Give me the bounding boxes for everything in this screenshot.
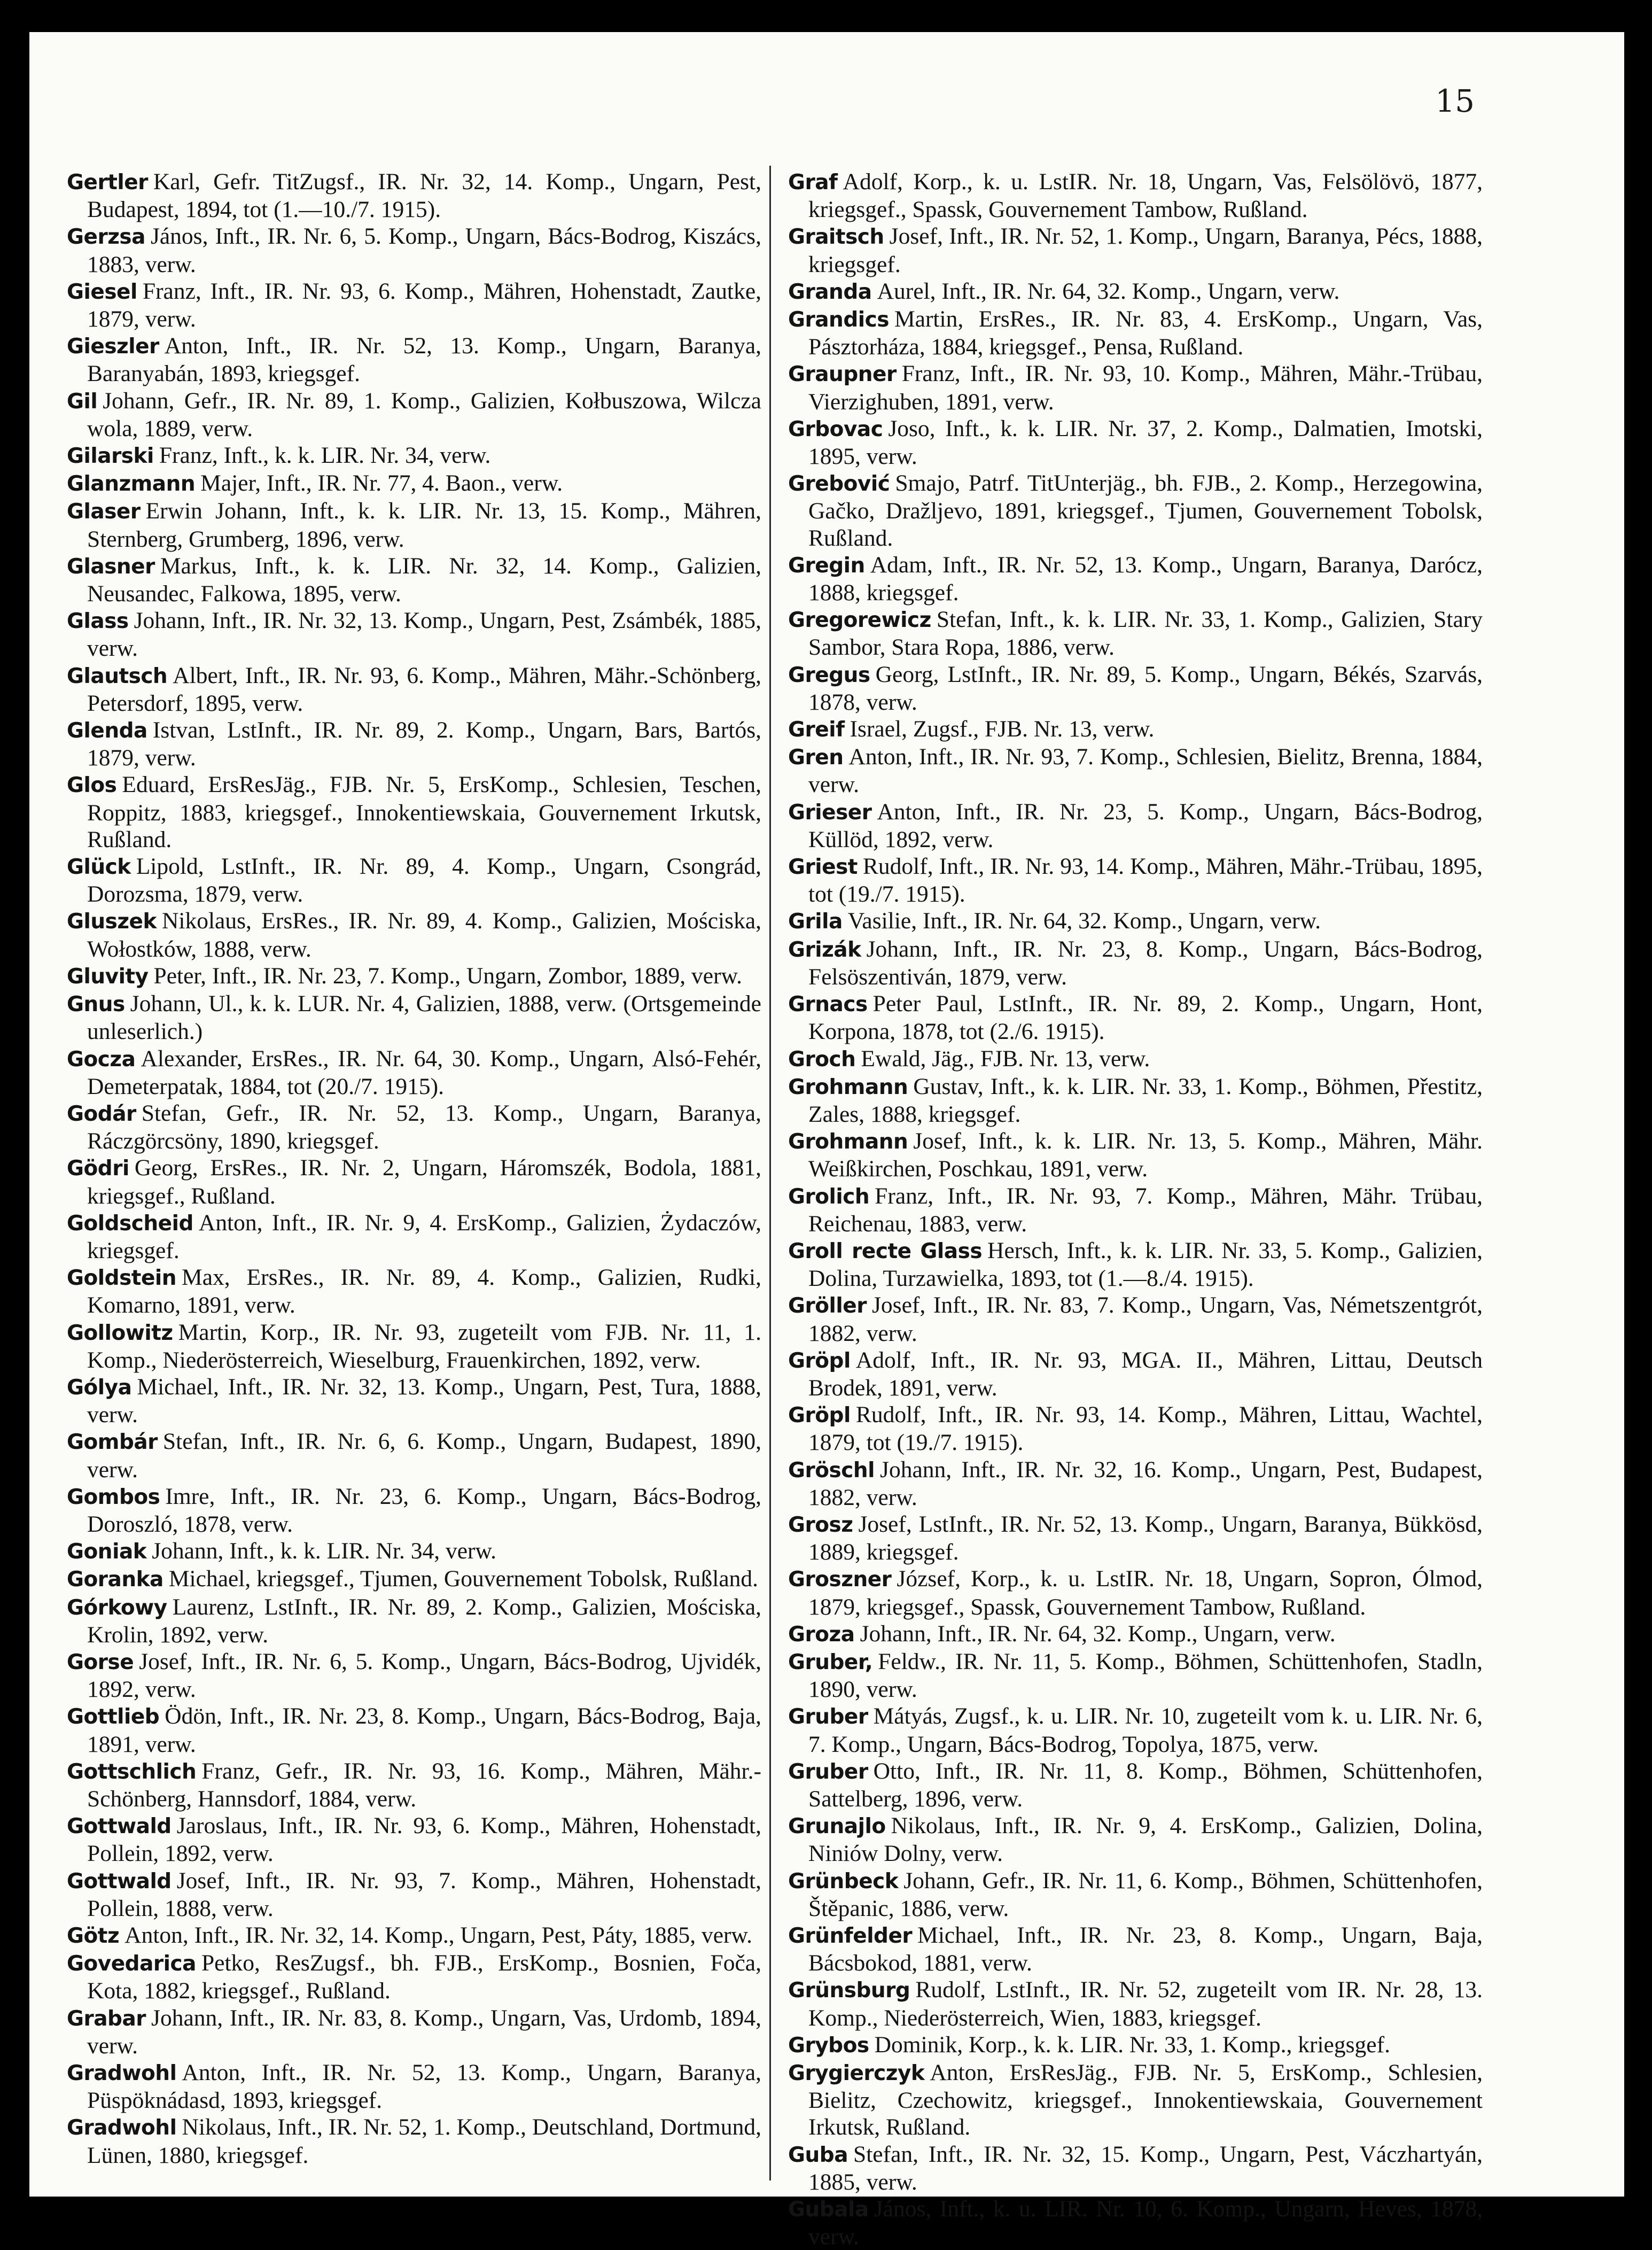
entry-details: Michael, kriegsgef., Tjumen, Gouvernement Tobolsk, Rußland. xyxy=(168,1566,759,1592)
entry-surname: Gieszler xyxy=(67,335,159,359)
entry-details: Josef, Inft., IR. Nr. 93, 7. Komp., Mähren, Hohenstadt, Pollein, 1888, verw. xyxy=(87,1867,761,1921)
entry-details: Georg, LstInft., IR. Nr. 89, 5. Komp., Ungarn, Békés, Szarvás, 1878, verw. xyxy=(808,661,1483,715)
register-entry xyxy=(788,1401,1483,1456)
register-entry xyxy=(788,1347,1483,1401)
register-entry xyxy=(788,1073,1483,1128)
register-entry xyxy=(788,661,1483,716)
right-column xyxy=(788,168,1483,2250)
entry-surname: Groszner xyxy=(788,1568,892,1592)
entry-surname: Glanzmann xyxy=(67,472,196,496)
entry-details: Rudolf, LstInft., IR. Nr. 52, zugeteilt vom IR. Nr. 28, 13. Komp., Niederösterreich, Wien, 1883, kriegsgef. xyxy=(808,1977,1483,2031)
entry-surname: Groza xyxy=(788,1622,855,1647)
entry-details: Nikolaus, ErsRes., IR. Nr. 89, 4. Komp., Galizien, Mościska, Wołostków, 1888, verw. xyxy=(87,908,761,962)
entry-surname: Gruber xyxy=(788,1759,868,1784)
entry-surname: Gollowitz xyxy=(67,1321,173,1345)
entry-surname: Glenda xyxy=(67,719,147,743)
entry-details: Franz, Inft., k. k. LIR. Nr. 34, verw. xyxy=(159,443,491,469)
register-entry xyxy=(67,1154,761,1209)
entry-surname: Gocza xyxy=(67,1047,136,1072)
entry-surname: Gröpl xyxy=(788,1403,851,1428)
entry-surname: Gruber, xyxy=(788,1650,873,1674)
entry-details: Stefan, Inft., k. k. LIR. Nr. 33, 1. Komp., Galizien, Stary Sambor, Stara Ropa, 1886, verw. xyxy=(808,607,1483,661)
entry-surname: Gil xyxy=(67,389,98,414)
entry-surname: Grygierczyk xyxy=(788,2061,925,2086)
register-entry xyxy=(788,907,1483,935)
entry-details: Aurel, Inft., IR. Nr. 64, 32. Komp., Ungarn, verw. xyxy=(877,278,1340,304)
register-entry xyxy=(788,1511,1483,1565)
entry-details: Franz, Inft., IR. Nr. 93, 6. Komp., Mähren, Hohenstadt, Zautke, 1879, verw. xyxy=(87,278,761,332)
entry-surname: Grünsburg xyxy=(788,1979,910,2003)
register-entry xyxy=(67,1538,761,1565)
entry-surname: Graupner xyxy=(788,362,897,387)
entry-details: Johann, Inft., IR. Nr. 32, 13. Komp., Ungarn, Pest, Zsámbék, 1885, verw. xyxy=(87,608,761,662)
register-entry xyxy=(67,1483,761,1538)
entry-surname: Gren xyxy=(788,746,844,770)
entry-details: Anton, Inft., IR. Nr. 9, 4. ErsKomp., Galizien, Żydaczów, kriegsgef. xyxy=(87,1209,761,1263)
register-entry xyxy=(788,278,1483,306)
register-entry xyxy=(67,1703,761,1757)
entry-details: Johann, Inft., k. k. LIR. Nr. 34, verw. xyxy=(152,1538,496,1564)
document-page xyxy=(29,32,1624,2250)
entry-details: Johann, Inft., IR. Nr. 23, 8. Komp., Ungarn, Bács-Bodrog, Felsöszentiván, 1879, verw. xyxy=(808,936,1483,990)
entry-details: Georg, ErsRes., IR. Nr. 2, Ungarn, Háromszék, Bodola, 1881, kriegsgef., Rußland. xyxy=(87,1155,761,1209)
register-entry xyxy=(788,1758,1483,1812)
entry-details: Otto, Inft., IR. Nr. 11, 8. Komp., Böhmen, Schüttenhofen, Sattelberg, 1896, verw. xyxy=(808,1758,1483,1812)
register-entry xyxy=(788,2059,1483,2141)
entry-surname: Gnus xyxy=(67,992,125,1017)
entry-details: Max, ErsRes., IR. Nr. 89, 4. Komp., Galizien, Rudki, Komarno, 1891, verw. xyxy=(87,1264,761,1318)
entry-surname: Grünfelder xyxy=(788,1924,913,1948)
entry-details: Joso, Inft., k. k. LIR. Nr. 37, 2. Komp., Dalmatien, Imotski, 1895, verw. xyxy=(808,415,1483,470)
entry-surname: Grohmann xyxy=(788,1075,908,1099)
entry-details: Josef, Inft., IR. Nr. 6, 5. Komp., Ungarn, Bács-Bodrog, Ujvidék, 1892, verw. xyxy=(87,1648,761,1703)
entry-surname: Grnacs xyxy=(788,992,868,1017)
register-entry xyxy=(67,717,761,771)
entry-details: Vasilie, Inft., IR. Nr. 64, 32. Komp., Ungarn, verw. xyxy=(847,908,1321,934)
register-entry xyxy=(67,1565,761,1593)
entry-surname: Gombár xyxy=(67,1430,158,1455)
entry-surname: Grila xyxy=(788,910,843,934)
register-entry xyxy=(788,798,1483,853)
entry-details: Dominik, Korp., k. k. LIR. Nr. 33, 1. Komp., kriegsgef. xyxy=(874,2031,1390,2058)
entry-surname: Gradwohl xyxy=(67,2116,177,2140)
entry-surname: Gruber xyxy=(788,1705,868,1729)
register-entry xyxy=(67,168,761,223)
entry-surname: Groll recte Glass xyxy=(788,1239,983,1263)
page-number: 15 xyxy=(1435,83,1475,119)
register-entry xyxy=(67,1950,761,2004)
entry-surname: Goldscheid xyxy=(67,1211,193,1236)
entry-details: János, Inft., k. u. LIR. Nr. 10, 6. Komp., Ungarn, Heves, 1878, verw. xyxy=(808,2196,1483,2250)
register-entry xyxy=(788,853,1483,907)
register-entry xyxy=(788,1812,1483,1867)
entry-details: Josef, Inft., k. k. LIR. Nr. 13, 5. Komp., Mähren, Mähr. Weißkirchen, Poschkau, 1891, verw. xyxy=(808,1128,1483,1182)
register-entry xyxy=(788,1648,1483,1703)
register-entry xyxy=(67,2114,761,2168)
register-entry xyxy=(788,2031,1483,2059)
entry-surname: Gubala xyxy=(788,2198,869,2222)
register-entry xyxy=(788,2141,1483,2195)
register-entry xyxy=(67,853,761,907)
entry-details: Johann, Inft., IR. Nr. 64, 32. Komp., Ungarn, verw. xyxy=(860,1620,1336,1647)
register-entry xyxy=(788,606,1483,661)
entry-details: Johann, Gefr., IR. Nr. 89, 1. Komp., Galizien, Kołbuszowa, Wilcza wola, 1889, verw. xyxy=(87,387,761,441)
entry-surname: Grunajlo xyxy=(788,1814,886,1839)
entry-details: Karl, Gefr. TitZugsf., IR. Nr. 32, 14. Komp., Ungarn, Pest, Budapest, 1894, tot (1.—10./7. 1915). xyxy=(87,169,761,223)
register-entry xyxy=(67,1374,761,1428)
entry-surname: Grizák xyxy=(788,937,861,962)
register-entry xyxy=(67,1209,761,1264)
entry-details: Albert, Inft., IR. Nr. 93, 6. Komp., Mähren, Mähr.-Schönberg, Petersdorf, 1895, verw. xyxy=(87,662,761,716)
entry-details: Anton, Inft., IR. Nr. 52, 13. Komp., Ungarn, Baranya, Baranyabán, 1893, kriegsgef. xyxy=(87,333,761,387)
entry-details: Rudolf, Inft., IR. Nr. 93, 14. Komp., Mähren, Mähr.-Trübau, 1895, tot (19./7. 1915). xyxy=(808,854,1483,907)
entry-surname: Goranka xyxy=(67,1568,163,1592)
entry-details: Anton, Inft., IR. Nr. 23, 5. Komp., Ungarn, Bács-Bodrog, Küllöd, 1892, verw. xyxy=(808,798,1483,852)
entry-surname: Gottschlich xyxy=(67,1759,197,1784)
entry-details: Laurenz, LstInft., IR. Nr. 89, 2. Komp., Galizien, Mościska, Krolin, 1892, verw. xyxy=(87,1594,761,1648)
entry-details: Markus, Inft., k. k. LIR. Nr. 32, 14. Komp., Galizien, Neusandec, Falkowa, 1895, verw. xyxy=(87,553,761,607)
register-entry xyxy=(788,2195,1483,2250)
entry-surname: Grünbeck xyxy=(788,1869,899,1894)
entry-details: Josef, LstInft., IR. Nr. 52, 13. Komp., Ungarn, Baranya, Bükkösd, 1889, kriegsgef. xyxy=(808,1511,1483,1565)
register-entry xyxy=(788,743,1483,798)
register-entry xyxy=(67,1100,761,1154)
entry-surname: Glasner xyxy=(67,554,155,579)
entry-surname: Grolich xyxy=(788,1184,870,1209)
entry-details: Peter Paul, LstInft., IR. Nr. 89, 2. Komp., Ungarn, Hont, Korpona, 1878, tot (2./6. 1915). xyxy=(808,991,1483,1045)
entry-surname: Gombos xyxy=(67,1485,160,1509)
register-entry xyxy=(67,1867,761,1922)
column-divider xyxy=(769,166,771,2181)
entry-details: Martin, Korp., IR. Nr. 93, zugeteilt vom FJB. Nr. 11, 1. Komp., Niederösterreich, Wieselburg, Frauenkirchen, 1892, verw. xyxy=(87,1319,761,1373)
register-entry xyxy=(67,2005,761,2059)
register-entry xyxy=(67,1922,761,1950)
entry-surname: Gregorewicz xyxy=(788,608,931,633)
entry-details: Hersch, Inft., k. k. LIR. Nr. 33, 5. Komp., Galizien, Dolina, Turzawielka, 1893, tot (1.—8./4. 1915). xyxy=(808,1237,1483,1292)
entry-details: Ödön, Inft., IR. Nr. 23, 8. Komp., Ungarn, Bács-Bodrog, Baja, 1891, verw. xyxy=(87,1703,761,1757)
entry-details: Johann, Inft., IR. Nr. 83, 8. Komp., Ungarn, Vas, Urdomb, 1894, verw. xyxy=(87,2005,761,2059)
entry-details: Johann, Ul., k. k. LUR. Nr. 4, Galizien, 1888, verw. (Ortsgemeinde unleserlich.) xyxy=(87,991,761,1045)
entry-details: Adam, Inft., IR. Nr. 52, 13. Komp., Ungarn, Baranya, Darócz, 1888, kriegsgef. xyxy=(808,552,1483,606)
entry-surname: Goniak xyxy=(67,1540,147,1564)
entry-surname: Gluvity xyxy=(67,964,149,989)
entry-details: Anton, Inft., IR. Nr. 32, 14. Komp., Ungarn, Pest, Páty, 1885, verw. xyxy=(124,1922,752,1948)
entry-surname: Glos xyxy=(67,773,117,798)
register-entry xyxy=(788,415,1483,470)
entry-details: Adolf, Korp., k. u. LstIR. Nr. 18, Ungarn, Vas, Felsölövö, 1877, kriegsgef., Spassk, Gouvernement Tambow, Rußland. xyxy=(808,169,1483,223)
entry-surname: Gorse xyxy=(67,1650,134,1674)
register-entry xyxy=(788,1620,1483,1648)
entry-surname: Govedarica xyxy=(67,1952,196,1976)
entry-surname: Graf xyxy=(788,170,838,195)
register-entry xyxy=(67,1758,761,1812)
entry-surname: Grybos xyxy=(788,2033,869,2058)
register-entry xyxy=(67,553,761,607)
register-entry xyxy=(67,1264,761,1318)
register-entry xyxy=(67,332,761,387)
entry-details: Johann, Inft., IR. Nr. 32, 16. Komp., Ungarn, Pest, Budapest, 1882, verw. xyxy=(808,1456,1483,1510)
entry-details: Eduard, ErsResJäg., FJB. Nr. 5, ErsKomp., Schlesien, Teschen, Roppitz, 1883, kriegsgef., Innokentiewskaia, Gouvernement Irkutsk, Rußland. xyxy=(87,772,761,852)
entry-details: Josef, Inft., IR. Nr. 52, 1. Komp., Ungarn, Baranya, Pécs, 1888, kriegsgef. xyxy=(808,223,1483,277)
register-entry xyxy=(788,990,1483,1045)
register-entry xyxy=(67,963,761,990)
register-entry xyxy=(788,936,1483,990)
entry-details: Martin, ErsRes., IR. Nr. 83, 4. ErsKomp., Ungarn, Vas, Pásztorháza, 1884, kriegsgef., Pensa, Rußland. xyxy=(808,306,1483,360)
entry-details: Stefan, Inft., IR. Nr. 32, 15. Komp., Ungarn, Pest, Váczhartyán, 1885, verw. xyxy=(808,2141,1483,2195)
entry-details: Franz, Inft., IR. Nr. 93, 10. Komp., Mähren, Mähr.-Trübau, Vierzighuben, 1891, verw. xyxy=(808,361,1483,415)
register-entry xyxy=(788,470,1483,552)
entry-details: Stefan, Inft., IR. Nr. 6, 6. Komp., Ungarn, Budapest, 1890, verw. xyxy=(87,1429,761,1483)
entry-surname: Grbovac xyxy=(788,417,883,441)
entry-surname: Gottwald xyxy=(67,1869,172,1894)
entry-surname: Götz xyxy=(67,1924,120,1948)
entry-details: Adolf, Inft., IR. Nr. 93, MGA. II., Mähren, Littau, Deutsch Brodek, 1891, verw. xyxy=(808,1347,1483,1401)
register-entry xyxy=(67,990,761,1045)
entry-details: Alexander, ErsRes., IR. Nr. 64, 30. Komp., Ungarn, Alsó-Fehér, Demeterpatak, 1884, tot (20./7. 1915). xyxy=(87,1045,761,1099)
register-entry xyxy=(788,306,1483,360)
left-column xyxy=(67,168,761,2169)
entry-details: Smajo, Patrf. TitUnterjäg., bh. FJB., 2. Komp., Herzegowina, Gačko, Dražljevo, 1891, kriegsgef., Tjumen, Gouvernement Tobolsk, Rußland. xyxy=(808,470,1483,551)
entry-surname: Giesel xyxy=(67,280,137,304)
entry-details: Jaroslaus, Inft., IR. Nr. 93, 6. Komp., Mähren, Hohenstadt, Pollein, 1892, verw. xyxy=(87,1813,761,1867)
entry-details: Michael, Inft., IR. Nr. 32, 13. Komp., Ungarn, Pest, Tura, 1888, verw. xyxy=(87,1374,761,1428)
register-entry xyxy=(67,607,761,662)
entry-details: Anton, Inft., IR. Nr. 93, 7. Komp., Schlesien, Bielitz, Brenna, 1884, verw. xyxy=(808,744,1483,798)
entry-details: Nikolaus, Inft., IR. Nr. 52, 1. Komp., Deutschland, Dortmund, Lünen, 1880, kriegsgef. xyxy=(87,2114,761,2168)
register-entry xyxy=(788,1183,1483,1237)
entry-surname: Granda xyxy=(788,280,872,304)
entry-surname: Guba xyxy=(788,2143,848,2167)
register-entry xyxy=(788,168,1483,223)
register-entry xyxy=(788,1922,1483,1976)
register-entry xyxy=(788,1045,1483,1073)
register-entry xyxy=(67,2059,761,2114)
register-entry xyxy=(788,1703,1483,1757)
register-entry xyxy=(67,278,761,332)
entry-surname: Gottlieb xyxy=(67,1705,160,1729)
register-entry xyxy=(788,1976,1483,2031)
entry-surname: Grabar xyxy=(67,2006,146,2031)
register-entry xyxy=(67,498,761,552)
entry-surname: Goldstein xyxy=(67,1266,177,1291)
register-entry xyxy=(788,1237,1483,1292)
register-entry xyxy=(67,1594,761,1648)
register-entry xyxy=(67,1045,761,1100)
entry-surname: Gottwald xyxy=(67,1814,172,1839)
entry-surname: Glass xyxy=(67,609,129,634)
entry-details: Johann, Gefr., IR. Nr. 11, 6. Komp., Böhmen, Schüttenhofen, Štěpanic, 1886, verw. xyxy=(808,1867,1483,1921)
entry-surname: Graitsch xyxy=(788,225,884,250)
entry-details: Franz, Gefr., IR. Nr. 93, 16. Komp., Mähren, Mähr.-Schönberg, Hannsdorf, 1884, verw. xyxy=(87,1758,761,1812)
register-entry xyxy=(67,1319,761,1374)
register-entry xyxy=(788,1456,1483,1511)
entry-surname: Gilarski xyxy=(67,444,154,469)
register-entry xyxy=(67,1812,761,1867)
entry-surname: Glautsch xyxy=(67,664,168,688)
entry-details: Feldw., IR. Nr. 11, 5. Komp., Böhmen, Schüttenhofen, Stadln, 1890, verw. xyxy=(808,1648,1483,1703)
entry-details: Lipold, LstInft., IR. Nr. 89, 4. Komp., Ungarn, Csongrád, Dorozsma, 1879, verw. xyxy=(87,854,761,907)
entry-details: János, Inft., IR. Nr. 6, 5. Komp., Ungarn, Bács-Bodrog, Kiszács, 1883, verw. xyxy=(87,223,761,277)
entry-details: Josef, Inft., IR. Nr. 83, 7. Komp., Ungarn, Vas, Németszentgrót, 1882, verw. xyxy=(808,1292,1483,1346)
entry-surname: Griest xyxy=(788,855,858,880)
entry-surname: Gregus xyxy=(788,663,870,687)
register-entry xyxy=(67,662,761,717)
entry-surname: Gerzsa xyxy=(67,225,145,250)
register-entry xyxy=(67,223,761,277)
entry-surname: Górkowy xyxy=(67,1595,167,1620)
entry-details: Stefan, Gefr., IR. Nr. 52, 13. Komp., Ungarn, Baranya, Ráczgörcsöny, 1890, kriegsgef. xyxy=(87,1100,761,1154)
entry-details: Anton, ErsResJäg., FJB. Nr. 5, ErsKomp., Schlesien, Bielitz, Czechowitz, kriegsgef., Innokentiewskaia, Gouvernement Irkutsk, Rußland. xyxy=(808,2060,1483,2140)
register-entry xyxy=(788,1565,1483,1620)
entry-details: Michael, Inft., IR. Nr. 23, 8. Komp., Ungarn, Baja, Bácsbokod, 1881, verw. xyxy=(808,1922,1483,1976)
entry-details: Ewald, Jäg., FJB. Nr. 13, verw. xyxy=(861,1045,1150,1072)
entry-details: Rudolf, Inft., IR. Nr. 93, 14. Komp., Mähren, Littau, Wachtel, 1879, tot (19./7. 1915). xyxy=(808,1402,1483,1456)
register-entry xyxy=(788,552,1483,606)
entry-details: Mátyás, Zugsf., k. u. LIR. Nr. 10, zugeteilt vom k. u. LIR. Nr. 6, 7. Komp., Ungarn, Bács-Bodrog, Topolya, 1875, verw. xyxy=(808,1703,1483,1757)
entry-surname: Glück xyxy=(67,855,131,880)
entry-details: Majer, Inft., IR. Nr. 77, 4. Baon., verw. xyxy=(200,470,563,496)
entry-surname: Gröller xyxy=(788,1294,867,1318)
entry-details: József, Korp., k. u. LstIR. Nr. 18, Ungarn, Sopron, Ólmod, 1879, kriegsgef., Spassk, Gouvernement Tambow, Rußland. xyxy=(808,1566,1483,1620)
register-entry xyxy=(788,1292,1483,1346)
entry-details: Erwin Johann, Inft., k. k. LIR. Nr. 13, 15. Komp., Mähren, Sternberg, Grumberg, 1896, verw. xyxy=(87,498,761,552)
entry-surname: Grebović xyxy=(788,472,890,496)
register-entry xyxy=(67,1428,761,1483)
entry-details: Istvan, LstInft., IR. Nr. 89, 2. Komp., Ungarn, Bars, Bartós, 1879, verw. xyxy=(87,717,761,771)
entry-surname: Greif xyxy=(788,718,845,742)
entry-details: Peter, Inft., IR. Nr. 23, 7. Komp., Ungarn, Zombor, 1889, verw. xyxy=(153,963,743,989)
register-entry xyxy=(67,771,761,853)
entry-details: Anton, Inft., IR. Nr. 52, 13. Komp., Ungarn, Baranya, Püspöknádasd, 1893, kriegsgef. xyxy=(87,2060,761,2114)
entry-surname: Gregin xyxy=(788,553,865,578)
entry-surname: Gröschl xyxy=(788,1458,875,1483)
entry-surname: Gradwohl xyxy=(67,2061,177,2086)
entry-surname: Gröpl xyxy=(788,1348,851,1373)
register-entry xyxy=(788,360,1483,415)
register-entry xyxy=(67,470,761,498)
entry-details: Petko, ResZugsf., bh. FJB., ErsKomp., Bosnien, Foča, Kota, 1882, kriegsgef., Rußland. xyxy=(87,1950,761,2004)
entry-details: Imre, Inft., IR. Nr. 23, 6. Komp., Ungarn, Bács-Bodrog, Doroszló, 1878, verw. xyxy=(87,1483,761,1537)
entry-surname: Glaser xyxy=(67,500,141,524)
entry-surname: Grieser xyxy=(788,800,872,825)
register-entry xyxy=(67,442,761,470)
entry-surname: Groch xyxy=(788,1047,856,1072)
entry-surname: Grohmann xyxy=(788,1130,908,1154)
entry-surname: Grandics xyxy=(788,308,889,332)
entry-surname: Grosz xyxy=(788,1512,853,1537)
entry-surname: Gólya xyxy=(67,1375,132,1400)
entry-surname: Gertler xyxy=(67,170,148,195)
register-entry xyxy=(788,716,1483,743)
entry-details: Gustav, Inft., k. k. LIR. Nr. 33, 1. Komp., Böhmen, Přestitz, Zales, 1888, kriegsgef. xyxy=(808,1073,1483,1127)
register-entry xyxy=(788,1867,1483,1922)
register-entry xyxy=(67,387,761,442)
entry-surname: Gödri xyxy=(67,1157,129,1181)
entry-surname: Godár xyxy=(67,1101,136,1126)
register-entry xyxy=(67,1648,761,1703)
register-entry xyxy=(67,907,761,962)
entry-details: Franz, Inft., IR. Nr. 93, 7. Komp., Mähren, Mähr. Trübau, Reichenau, 1883, verw. xyxy=(808,1183,1483,1237)
entry-details: Israel, Zugsf., FJB. Nr. 13, verw. xyxy=(850,716,1155,742)
entry-surname: Gluszek xyxy=(67,910,157,934)
register-entry xyxy=(788,1128,1483,1182)
entry-details: Nikolaus, Inft., IR. Nr. 9, 4. ErsKomp., Galizien, Dolina, Niniów Dolny, verw. xyxy=(808,1813,1483,1867)
register-entry xyxy=(788,223,1483,277)
